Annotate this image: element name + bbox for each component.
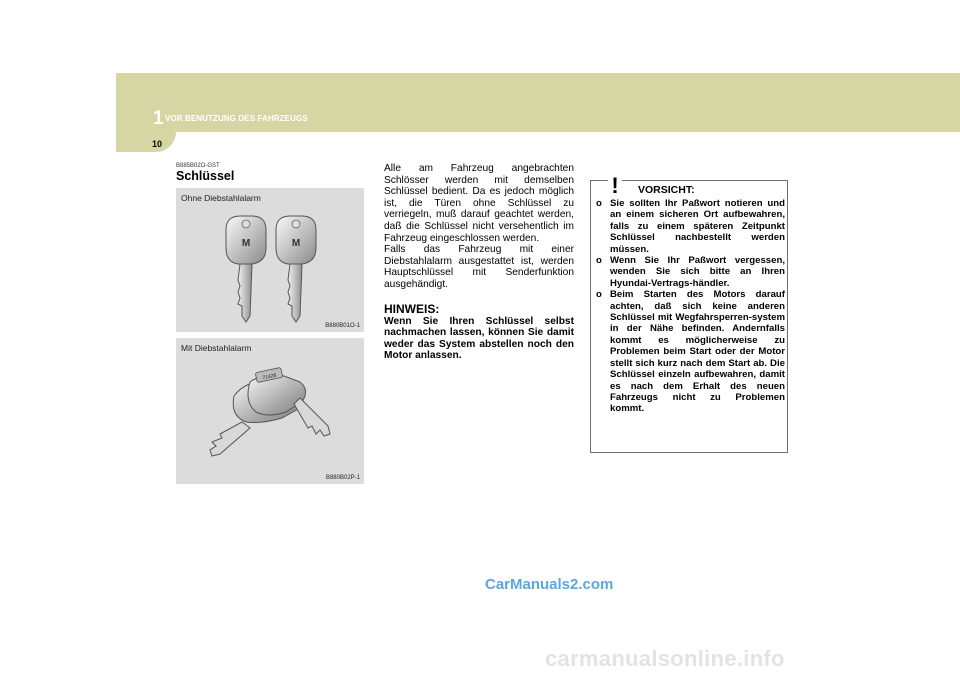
warning-item-text: Beim Starten des Motors darauf achten, daß sich keine anderen Schlüssel mit Wegfahrsperren-system in der Nähe befinden. Andernfalls kommt es möglicherweise zu Problemen beim Start oder der Motor stellt sich kurz nach dem Start ab. Die Schlüssel einzeln aufbewahren, damit es nach dem Erhalt des neuen Fahrzeugs nicht zu Problemen kommt. <box>610 289 785 415</box>
key-tag-number: 71428 <box>261 372 277 382</box>
watermark-carmanuals2: CarManuals2.com <box>485 576 614 593</box>
warning-item <box>596 289 785 414</box>
keys-illustration <box>176 188 364 332</box>
figure-keys-with-alarm <box>176 338 364 484</box>
warning-item <box>596 198 785 255</box>
key-brand-letter: M <box>291 238 301 249</box>
warning-title: VORSICHT: <box>638 184 695 196</box>
warning-triangle-icon <box>597 169 633 197</box>
header-tab <box>116 132 176 152</box>
key-right <box>276 216 316 322</box>
section-title: Schlüssel <box>176 169 235 183</box>
warning-item <box>596 255 785 289</box>
page-number: 10 <box>152 139 163 149</box>
key-brand-letter: M <box>241 238 251 249</box>
warning-list <box>596 198 785 415</box>
warning-item-text: Sie sollten Ihr Paßwort notieren und an einem sicheren Ort aufbewahren, falls zu einem späteren Zeitpunkt Schlüssel nachbestellt werden müssen. <box>610 198 785 255</box>
figure-reference: B880B02P-1 <box>325 475 360 481</box>
chapter-number: 1 <box>153 108 164 129</box>
remote-key-front <box>248 367 330 436</box>
body-paragraph-2: Falls das Fahrzeug mit einer Diebstahlalarm ausgestattet ist, werden Hauptschlüssel mit Senderfunktion ausgehändigt. <box>384 244 574 290</box>
key-left <box>226 216 266 322</box>
figure-caption: Mit Diebstahlalarm <box>181 343 252 353</box>
body-paragraph: Alle am Fahrzeug angebrachten Schlösser werden mit demselben Schlüssel bedient. Da es jedoch möglich ist, die Türen ohne Schlüssel zu verriegeln, muß darauf geachtet werden, daß die Schlüssel nicht versehentlich im Fahrzeug eingeschlossen werden. <box>384 163 574 244</box>
remote-keys-illustration <box>176 338 364 484</box>
warning-item-text: Wenn Sie Ihr Paßwort vergessen, wenden Sie sich bitte an Ihren Hyundai-Vertrags-händler. <box>610 255 785 289</box>
watermark-carmanualsonline: carmanualsonline.info <box>545 646 785 671</box>
figure-reference: B880B01O-1 <box>325 323 360 329</box>
header-band <box>116 73 960 132</box>
list-marker: o <box>596 198 602 209</box>
section-code: B885B02O-GST <box>176 163 220 169</box>
list-marker: o <box>596 289 602 301</box>
note-heading: HINWEIS: <box>384 301 440 316</box>
list-marker: o <box>596 255 602 267</box>
warning-exclamation: ! <box>611 173 619 197</box>
note-text: Wenn Sie Ihren Schlüssel selbst nachmachen lassen, können Sie damit weder das System abstellen noch den Motor anlassen. <box>384 315 574 362</box>
chapter-title: VOR BENUTZUNG DES FAHRZEUGS <box>165 114 308 123</box>
figure-caption: Ohne Diebstahlalarm <box>181 193 261 203</box>
figure-keys-without-alarm <box>176 188 364 332</box>
body-column <box>384 163 574 362</box>
